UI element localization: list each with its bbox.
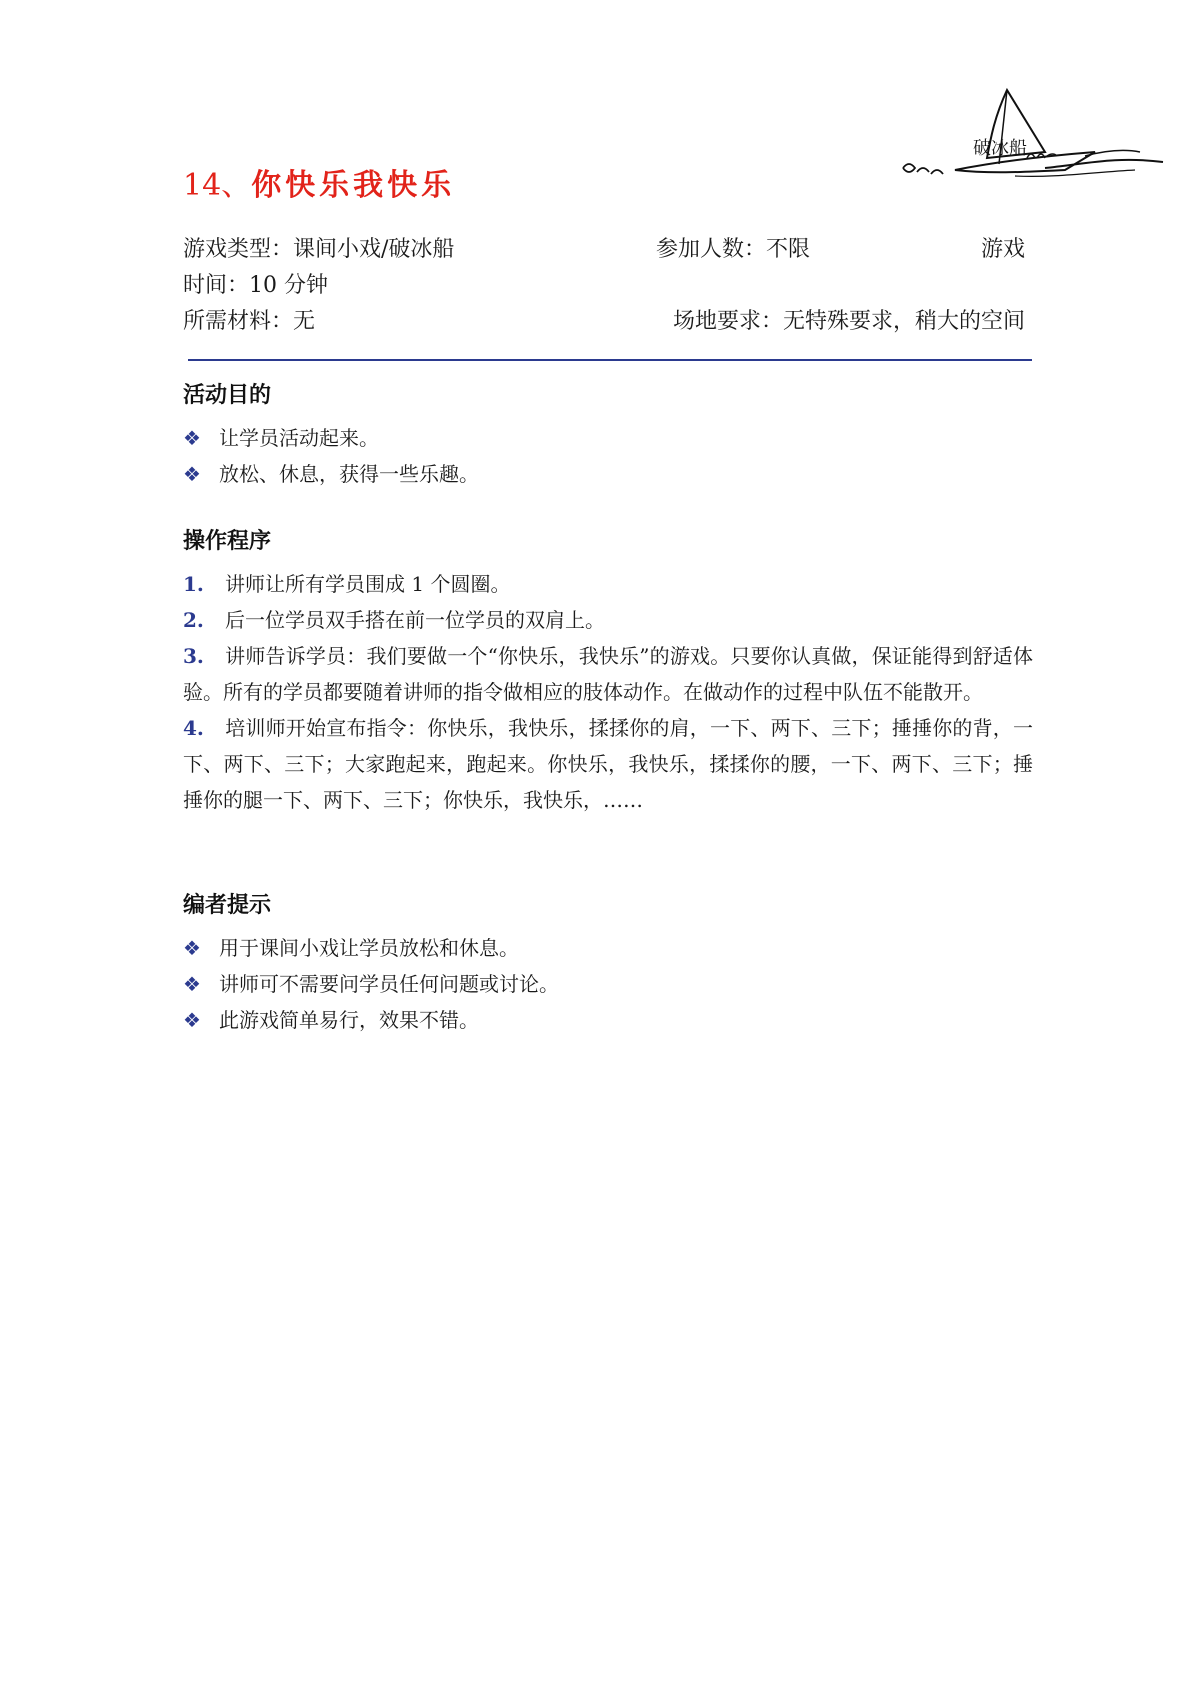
meta-participants: 参加人数：不限 [656, 237, 811, 262]
meta-venue: 场地要求：无特殊要求，稍大的空间 [672, 309, 1025, 334]
step-number: 3. [183, 644, 204, 668]
diamond-bullet-icon: ❖ [183, 462, 201, 486]
procedure-step [183, 710, 1033, 818]
list-item-text: 此游戏简单易行，效果不错。 [219, 1008, 479, 1032]
meta-materials: 所需材料：无 [183, 309, 316, 334]
procedure-step [183, 638, 1033, 710]
list-item-text: 讲师可不需要问学员任何问题或讨论。 [219, 972, 559, 996]
page-title [183, 160, 455, 204]
procedure-section [183, 526, 1033, 818]
list-item-text: 放松、休息，获得一些乐趣。 [219, 462, 479, 486]
icebreaker-boat-logo [895, 86, 1165, 206]
tips-section [183, 890, 1033, 1038]
step-number: 2. [183, 608, 204, 632]
list-item [183, 456, 1033, 492]
sailboat-icon [895, 86, 1165, 206]
step-text: 培训师开始宣布指令：你快乐，我快乐，揉揉你的肩，一下、两下、三下；捶捶你的背，一下、两下、三下；大家跑起来，跑起来。你快乐，我快乐，揉揉你的腰，一下、两下、三下；捶捶你的腿一下、两下、三下；你快乐，我快乐，…… [183, 716, 1033, 812]
diamond-bullet-icon: ❖ [183, 936, 201, 960]
list-item [183, 1002, 1033, 1038]
tips-list [183, 930, 1033, 1038]
list-item-text: 让学员活动起来。 [219, 426, 379, 450]
list-item [183, 930, 1033, 966]
list-item [183, 966, 1033, 1002]
step-text: 讲师让所有学员围成 1 个圆圈。 [225, 572, 511, 596]
meta-row-2 [183, 268, 1025, 304]
title-text: 你快乐我快乐 [251, 168, 456, 203]
header-divider [188, 359, 1032, 361]
list-item [183, 420, 1033, 456]
meta-row-1 [183, 232, 1025, 268]
objectives-list [183, 420, 1033, 492]
step-number: 1. [183, 572, 204, 596]
list-item-text: 用于课间小戏让学员放松和休息。 [219, 936, 519, 960]
procedure-steps [183, 566, 1033, 818]
meta-time: 时间：10 分钟 [183, 273, 328, 298]
step-text: 后一位学员双手搭在前一位学员的双肩上。 [225, 608, 605, 632]
meta-time-prefix: 游戏 [980, 237, 1025, 262]
procedure-step [183, 602, 1033, 638]
step-number: 4. [183, 716, 204, 740]
objectives-section [183, 380, 1033, 492]
title-number: 14、 [183, 168, 252, 203]
objectives-heading: 活动目的 [183, 383, 272, 408]
step-text: 讲师告诉学员：我们要做一个“你快乐，我快乐”的游戏。只要你认真做，保证能得到舒适体验。所有的学员都要随着讲师的指令做相应的肢体动作。在做动作的过程中队伍不能散开。 [183, 644, 1033, 704]
diamond-bullet-icon: ❖ [183, 1008, 201, 1032]
procedure-heading: 操作程序 [183, 529, 272, 554]
logo-text: 破冰船 [973, 138, 1027, 159]
tips-heading: 编者提示 [183, 893, 272, 918]
diamond-bullet-icon: ❖ [183, 972, 201, 996]
meta-game-type: 游戏类型：课间小戏/破冰船 [183, 237, 455, 262]
procedure-step [183, 566, 1033, 602]
meta-row-3 [183, 304, 1025, 340]
diamond-bullet-icon: ❖ [183, 426, 201, 450]
